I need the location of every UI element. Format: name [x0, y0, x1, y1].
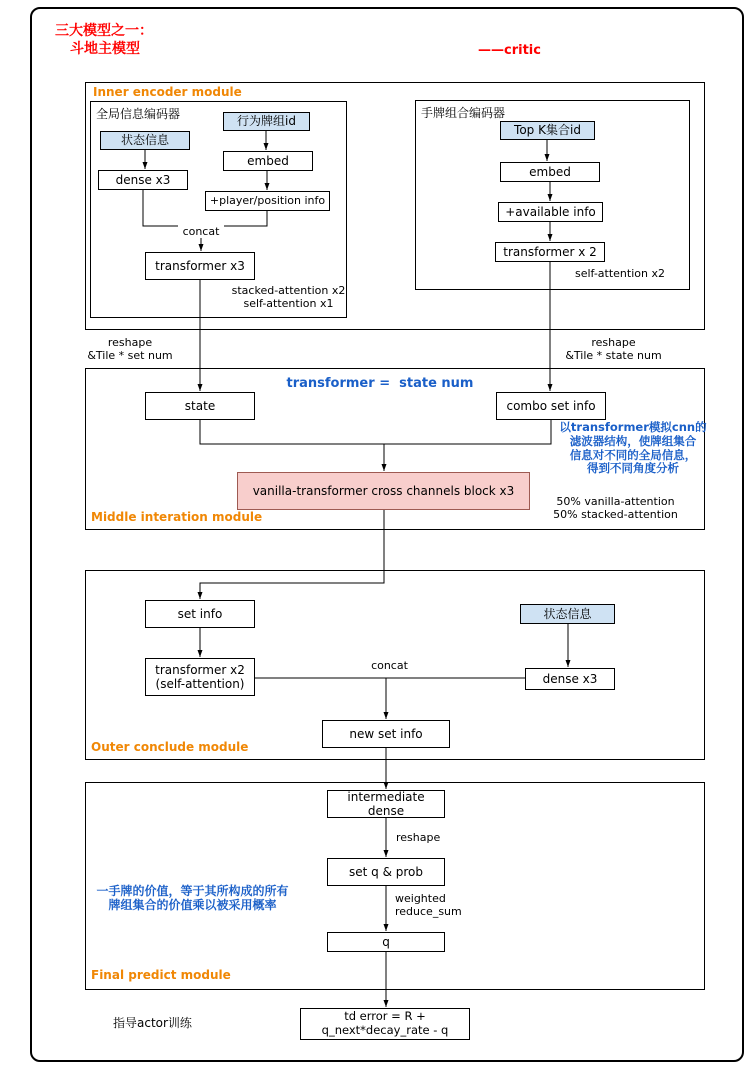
vanilla-transformer-block-node: vanilla-transformer cross channels block x3 [237, 472, 530, 510]
inner-encoder-module-label: Inner encoder module [93, 85, 242, 99]
right-attention-note: self-attention x2 [575, 267, 665, 280]
td-error-line2: q_next*decay_rate - q [321, 1023, 449, 1037]
transformer-cnn-note-line4: 得到不同角度分析 [587, 461, 679, 476]
weighted-label: weighted [395, 892, 446, 905]
dense-x3-node: dense x3 [98, 170, 188, 190]
guide-actor-note: 指导actor训练 [113, 1016, 192, 1030]
hand-value-note-line2: 牌组集合的价值乘以被采用概率 [108, 898, 277, 913]
page-title-line1: 三大模型之一： [55, 23, 153, 39]
left-reshape-line2: &Tile * set num [87, 349, 173, 363]
final-predict-module-label: Final predict module [91, 968, 231, 982]
middle-interation-module-label: Middle interation module [91, 510, 263, 524]
global-info-encoder-label: 全局信息编码器 [96, 107, 181, 121]
topk-set-id-node: Top K集合id [500, 121, 595, 140]
hand-value-note [90, 884, 295, 913]
critic-label: ——critic [478, 43, 541, 58]
transformer-x2-self-attention-node [145, 658, 255, 696]
concat-edge-label-inner: concat [178, 225, 224, 238]
stacked-attention-note: stacked-attention x2 [231, 284, 346, 297]
dense-x3-outer-node: dense x3 [525, 668, 615, 690]
transformer-cnn-note-line2: 滤波器结构，使牌组集合 [569, 433, 697, 448]
set-q-prob-node: set q & prob [327, 858, 445, 886]
new-set-info-node: new set info [322, 720, 450, 748]
left-reshape-label [85, 336, 175, 362]
embed-left-node: embed [223, 151, 313, 171]
right-reshape-line1: reshape [591, 336, 636, 349]
reduce-sum-label: reduce_sum [395, 905, 462, 919]
attention-mix-note [548, 495, 683, 521]
combo-set-info-node: combo set info [496, 392, 606, 420]
weighted-reduce-sum-label [395, 892, 462, 918]
self-attention-label: (self-attention) [155, 677, 245, 691]
right-reshape-label [565, 336, 662, 362]
left-attention-note [230, 284, 347, 310]
state-node: state [145, 392, 255, 420]
td-error-line1: td error = R + [344, 1009, 426, 1024]
page-title-line2: 斗地主模型 [70, 41, 140, 57]
available-info-node: +available info [498, 202, 603, 222]
embed-right-node: embed [500, 162, 600, 182]
transformer-x2-label: transformer x2 [155, 662, 245, 677]
td-error-node [300, 1008, 470, 1040]
hand-combo-encoder-label: 手牌组合编码器 [421, 106, 506, 120]
transformer-cnn-note-line1: 以transformer模拟cnn的 [559, 420, 707, 434]
left-reshape-line1: reshape [107, 336, 153, 349]
transformer-x2-right-node: transformer x 2 [495, 242, 605, 262]
stacked-attention-note2: 50% stacked-attention [553, 508, 678, 522]
state-info-outer-node: 状态信息 [520, 604, 615, 624]
transformer-cnn-note-line3: 信息对不同的全局信息， [569, 447, 697, 462]
reshape-edge-label: reshape [396, 831, 441, 844]
set-info-node: set info [145, 600, 255, 628]
self-attention-note: self-attention x1 [243, 297, 334, 311]
player-position-info-node: +player/position info [205, 191, 330, 211]
q-node: q [327, 932, 445, 952]
hand-value-note-line1: 一手牌的价值，等于其所构成的所有 [96, 884, 289, 898]
action-card-id-node: 行为牌组id [223, 112, 310, 131]
concat-edge-label-outer: concat [362, 659, 417, 672]
transformer-x3-node: transformer x3 [145, 252, 255, 280]
right-reshape-line2: &Tile * state num [565, 349, 662, 363]
transformer-state-num-heading: transformer = state num [286, 376, 474, 391]
vanilla-attention-note: 50% vanilla-attention [556, 495, 675, 508]
outer-conclude-module-label: Outer conclude module [91, 740, 249, 754]
state-info-node: 状态信息 [100, 131, 190, 150]
intermediate-dense-node: intermediate dense [327, 790, 445, 818]
transformer-cnn-note [558, 421, 708, 476]
